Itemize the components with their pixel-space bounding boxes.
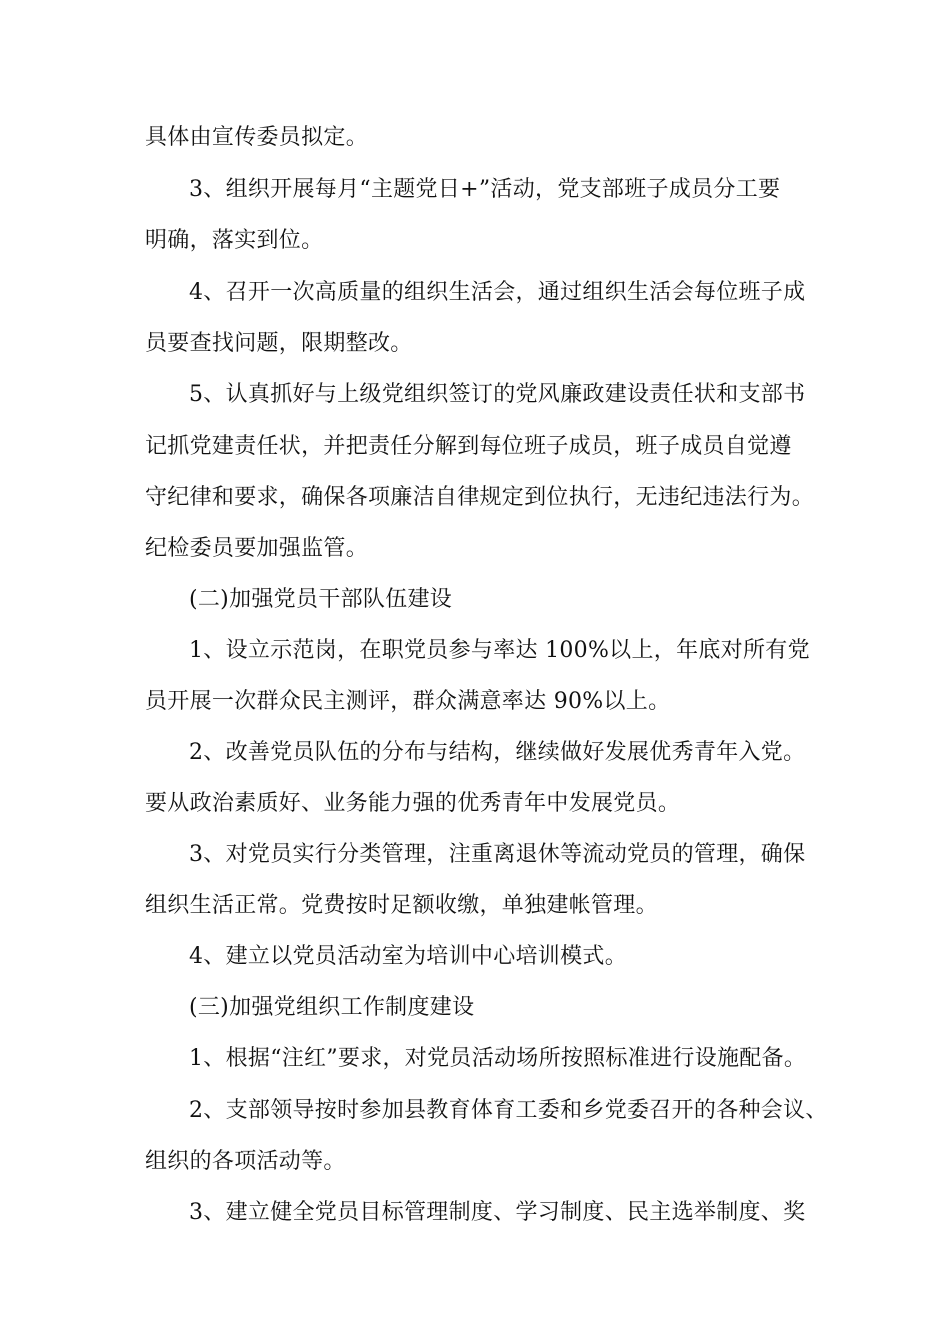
text-line: 记抓党建责任状，并把责任分解到每位班子成员，班子成员自觉遵 [145, 434, 792, 459]
text-line: 1、根据“注红”要求，对党员活动场所按照标准进行设施配备。 [189, 1046, 807, 1071]
text-line: 员要查找问题，限期整改。 [145, 331, 413, 356]
text-line: 3、对党员实行分类管理，注重离退休等流动党员的管理，确保 [189, 842, 806, 867]
text-line: 5、认真抓好与上级党组织签订的党风廉政建设责任状和支部书 [189, 382, 806, 407]
section-heading: (二)加强党员干部队伍建设 [189, 587, 453, 612]
text-line: 3、组织开展每月“主题党日+”活动，党支部班子成员分工要 [189, 177, 781, 202]
text-line: 4、召开一次高质量的组织生活会，通过组织生活会每位班子成 [189, 280, 806, 305]
text-line: 组织的各项活动等。 [145, 1149, 346, 1174]
text-line: 纪检委员要加强监管。 [145, 536, 369, 561]
section-heading: (三)加强党组织工作制度建设 [189, 995, 475, 1020]
text-line: 2、改善党员队伍的分布与结构，继续做好发展优秀青年入党。 [189, 740, 806, 765]
text-line: 2、支部领导按时参加县教育体育工委和乡党委召开的各种会议、 [189, 1098, 828, 1123]
text-line: 员开展一次群众民主测评，群众满意率达 90%以上。 [145, 689, 671, 714]
text-line: 3、建立健全党员目标管理制度、学习制度、民主选举制度、奖 [189, 1200, 806, 1225]
text-line: 组织生活正常。党费按时足额收缴，单独建帐管理。 [145, 893, 658, 918]
text-line: 要从政治素质好、业务能力强的优秀青年中发展党员。 [145, 791, 681, 816]
text-line: 4、建立以党员活动室为培训中心培训模式。 [189, 944, 627, 969]
text-line: 具体由宣传委员拟定。 [145, 125, 369, 150]
text-line: 守纪律和要求，确保各项廉洁自律规定到位执行，无违纪违法行为。 [145, 485, 815, 510]
text-line: 明确，落实到位。 [145, 228, 324, 253]
text-line: 1、设立示范岗，在职党员参与率达 100%以上，年底对所有党 [189, 638, 810, 663]
